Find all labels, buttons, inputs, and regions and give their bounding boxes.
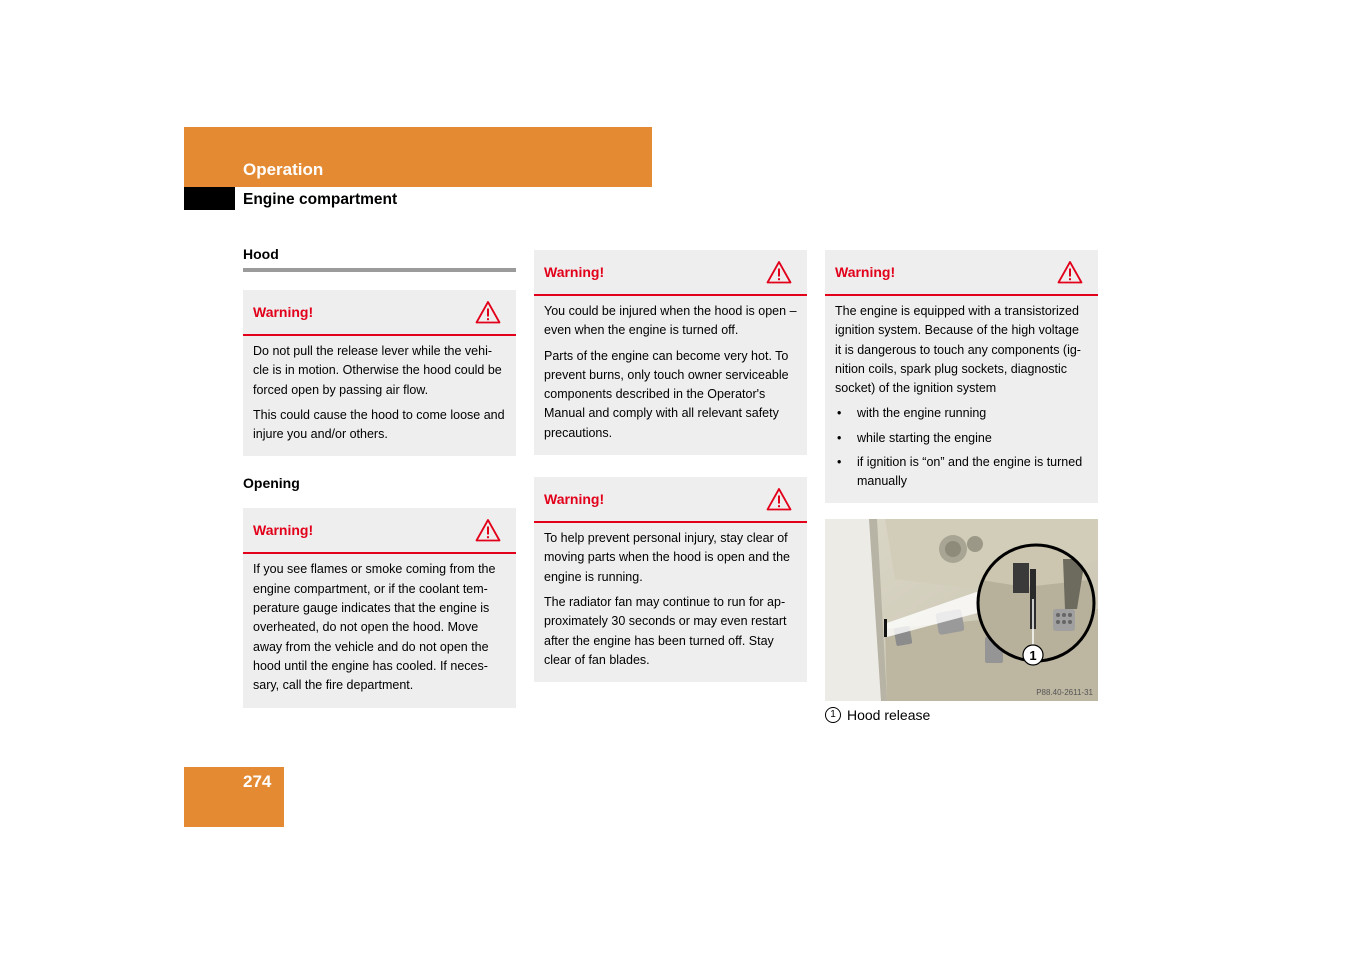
column-3 (825, 250, 1098, 503)
warning-bullet-list (835, 404, 1088, 491)
warning-body (825, 296, 1098, 503)
warning-box-hood-lever (243, 290, 516, 456)
warning-text: If you see flames or smoke coming from the engine compartment, or if the coolant tem-perature gauge indicates that the engine is overheated, do not open the hood. Move away from the vehicle and do not open the hood until the engine has cooled. If neces-sary, call the fire department. (253, 562, 496, 693)
warning-box-hood-open (534, 250, 807, 455)
photo-code-label: P88.40-2611-31 (1036, 688, 1093, 697)
warning-triangle-icon (475, 518, 501, 542)
warning-triangle-icon (475, 300, 501, 324)
caption-text: Hood release (847, 707, 931, 723)
warning-body (243, 336, 516, 456)
warning-triangle-icon (766, 487, 792, 511)
hood-release-photo (825, 519, 1098, 701)
opening-heading: Opening (243, 475, 300, 492)
list-item: • with the engine running (835, 404, 1088, 423)
photo-caption (825, 707, 930, 723)
warning-body (534, 523, 807, 682)
caption-callout-number: 1 (825, 707, 841, 723)
warning-header (534, 250, 807, 296)
list-item: • while starting the engine (835, 429, 1088, 448)
warning-title: Warning! (253, 522, 314, 539)
warning-text: You could be injured when the hood is open – even when the engine is turned off. (544, 304, 797, 338)
warning-title: Warning! (835, 264, 896, 280)
warning-title: Warning! (544, 264, 605, 280)
warning-header (825, 250, 1098, 296)
warning-header (243, 508, 516, 554)
warning-text: Parts of the engine can become very hot. To prevent burns, only touch owner serviceable components described in the Operator's Manual and comply with all relevant safety precautions. (544, 348, 789, 440)
header-tab-marker (184, 187, 235, 210)
warning-box-ignition (825, 250, 1098, 503)
hood-heading: Hood (243, 246, 279, 262)
warning-text: The engine is equipped with a transistorized ignition system. Because of the high voltage it is dangerous to touch any components (ig-nition coils, spark plug sockets, diagnostic socket) of the ignition system (835, 304, 1081, 396)
warning-triangle-icon (1057, 260, 1083, 284)
subsection-title: Engine compartment (243, 191, 398, 208)
warning-text: Do not pull the release lever while the vehi-cle is in motion. Otherwise the hood could be forced open by passing air flow. (253, 344, 502, 397)
warning-header (243, 290, 516, 336)
warning-header (534, 477, 807, 523)
warning-text: To help prevent personal injury, stay clear of moving parts when the hood is open and the engine is running. (544, 531, 791, 584)
warning-title: Warning! (544, 491, 605, 508)
page-number: 274 (243, 772, 272, 791)
column-2 (534, 250, 807, 682)
warning-box-moving-parts (534, 477, 807, 682)
warning-triangle-icon (766, 260, 792, 284)
heading-rule (243, 268, 516, 272)
warning-box-flames (243, 508, 516, 707)
warning-title: Warning! (253, 304, 314, 320)
column-1 (243, 246, 516, 708)
photo-callout-number: 1 (1029, 648, 1037, 663)
warning-text: The radiator fan may continue to run for ap-proximately 30 seconds or may even restart after the engine has been turned off. Stay clear of fan blades. (544, 594, 787, 667)
list-item: • if ignition is “on” and the engine is turned manually (835, 453, 1088, 492)
warning-text: This could cause the hood to come loose and injure you and/or others. (253, 407, 505, 442)
warning-body (243, 554, 516, 707)
section-title: Operation (243, 160, 324, 179)
warning-body (534, 296, 807, 455)
